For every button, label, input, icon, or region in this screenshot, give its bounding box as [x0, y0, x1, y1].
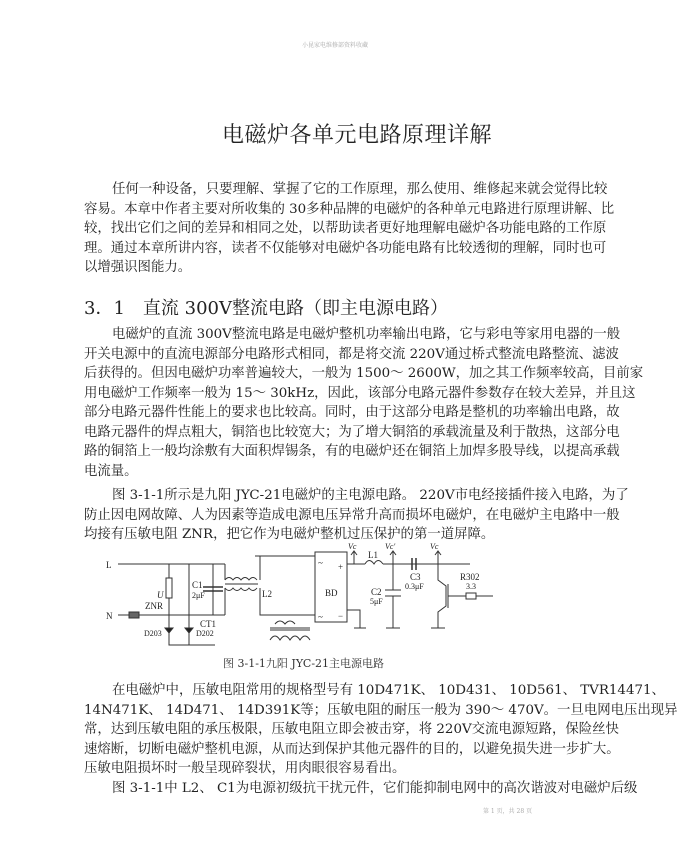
label-N: N	[106, 611, 113, 621]
text-line: 速熔断，切断电磁炉整机电源，从而达到保护其他元器件的目的，以避免损失进一步扩大。	[84, 741, 620, 757]
shunt-wires	[169, 564, 213, 615]
text-line: 用电磁炉工作频率一般为 15～ 30kHz，因此，该部分电路元器件参数存在较大差异，并且这	[84, 385, 636, 401]
label-D203: D203	[144, 629, 162, 638]
text-line: 以增强识图能力。	[84, 260, 192, 275]
label-L: L	[106, 560, 112, 570]
label-ac-in-2: ~	[318, 612, 323, 622]
text-line: 较，找出它们之间的差异和相同之处，以帮助读者更好地理解电磁炉各功能电路的工作原	[84, 221, 607, 236]
text-line: 后获得的。但因电磁炉功率普遍较大，一般为 1500～ 2600W，加之其工作频率较高，目前家	[84, 366, 644, 381]
figure-caption: 图 3-1-1九阳 JYC-21主电源电路	[223, 657, 385, 670]
label-Vc-prime: Vc'	[385, 542, 396, 551]
text-line: 常，达到压敏电阻的承压极限，压敏电阻立即会被击穿，将 220V交流电源短路，保险丝快	[84, 722, 619, 737]
text-line: 理。通过本章所讲内容，读者不仅能够对电磁炉各功能电路有比较透彻的理解，同时也可	[84, 240, 607, 256]
text-line: 图 3-1-1所示是九阳 JYC-21电磁炉的主电源电路。 220V市电经接插件接入电路，为了	[112, 488, 629, 503]
text-line: 图 3-1-1中 L2、 C1为电源初级抗干扰元件，它们能抑制电网中的高次谐波对电磁炉后级	[112, 780, 638, 796]
label-ac-in-1: ~	[318, 558, 323, 568]
label-C2-value: 5μF	[370, 597, 383, 606]
page-title: 电磁炉各单元电路原理详解	[222, 123, 493, 148]
text-line: 均接有压敏电阻 ZNR，把它作为电磁炉整机过压保护的第一道屏障。	[84, 527, 495, 542]
label-C2: C2	[371, 587, 382, 597]
label-Vc-2: Vc	[430, 542, 439, 551]
text-line: 电路元器件的焊点粗大，铜箔也比较宽大；为了增大铜箔的承载流量及利于散热，这部分电	[84, 424, 620, 440]
text-line: 部分电路元器件性能上的要求也比较高。同时，由于这部分电路是整机的功率输出电路，故	[84, 405, 620, 420]
diode-icon	[165, 628, 193, 633]
label-L1: L1	[368, 550, 378, 560]
text-line: 在电磁炉中，压敏电阻常用的规格型号有 10D471K、 10D431、 10D561、 TVR14471、	[112, 683, 665, 698]
page-footer: 第 1 页，共 28 页	[483, 808, 533, 815]
section-heading: 3．1 直流 300V整流电路（即主电源电路）	[84, 298, 448, 319]
bridge-input-wires	[255, 556, 315, 615]
current-transformer-ct1-icon	[270, 621, 310, 640]
label-C3: C3	[410, 572, 421, 582]
label-D202: D202	[196, 629, 214, 638]
label-R302-value: 3.3	[466, 582, 476, 591]
label-plus: +	[338, 562, 344, 572]
capacitor-c2-icon	[385, 564, 401, 628]
label-ZNR: ZNR	[145, 601, 163, 611]
vc-arrow-icons	[351, 551, 441, 564]
label-L2: L2	[262, 589, 272, 599]
choke-l2-icon	[225, 564, 260, 615]
page-header: 小昆家电维修部资料收藏	[301, 42, 368, 49]
text-line: 14N471K、 14D471、 14D391K等；压敏电阻的耐压一般为 390～ 470V。一旦电网电压出现异	[84, 702, 678, 718]
label-U: U	[157, 590, 164, 600]
text-line: 电流量。	[84, 463, 138, 479]
text-line: 任何一种设备，只要理解、掌握了它的工作原理，那么使用、维修起来就会觉得比较	[112, 182, 608, 197]
label-C1: C1	[192, 580, 203, 590]
circuit-diagram	[0, 540, 600, 650]
resistor-r302-icon	[466, 593, 476, 599]
label-BD: BD	[325, 588, 338, 598]
text-line: 电磁炉的直流 300V整流电路是电磁炉整机功率输出电路，它与彩电等家用电器的一般	[112, 327, 621, 342]
label-CT1: CT1	[200, 619, 217, 629]
label-minus: −	[338, 611, 344, 621]
varistor-icon	[166, 578, 172, 598]
label-C1-value: 2μF	[192, 591, 205, 600]
label-R302: R302	[460, 572, 480, 582]
text-line: 压敏电阻损坏时一般呈现碎裂状，用肉眼很容易看出。	[84, 761, 406, 776]
text-line: 开关电源中的直流电源部分电路形式相同，都是将交流 220V通过桥式整流电路整流、滤波	[84, 346, 619, 362]
label-Vc: Vc	[348, 542, 357, 551]
inductor-l1-icon	[365, 561, 383, 565]
text-line: 防止因电网故障、人为因素等造成电源电压异常升高而损坏电磁炉，在电磁炉主电路中一般	[84, 507, 620, 523]
text-line: 路的铜箔上一般均涂敷有大面积焊锡条，有的电磁炉还在铜箔上加焊多股导线，以提高承载	[84, 444, 620, 459]
label-C3-value: 0.3μF	[405, 582, 424, 591]
text-line: 容易。本章中作者主要对所收集的 30多种品牌的电磁炉的各种单元电路进行原理讲解、比	[84, 201, 615, 217]
fuse-icon	[129, 612, 139, 618]
